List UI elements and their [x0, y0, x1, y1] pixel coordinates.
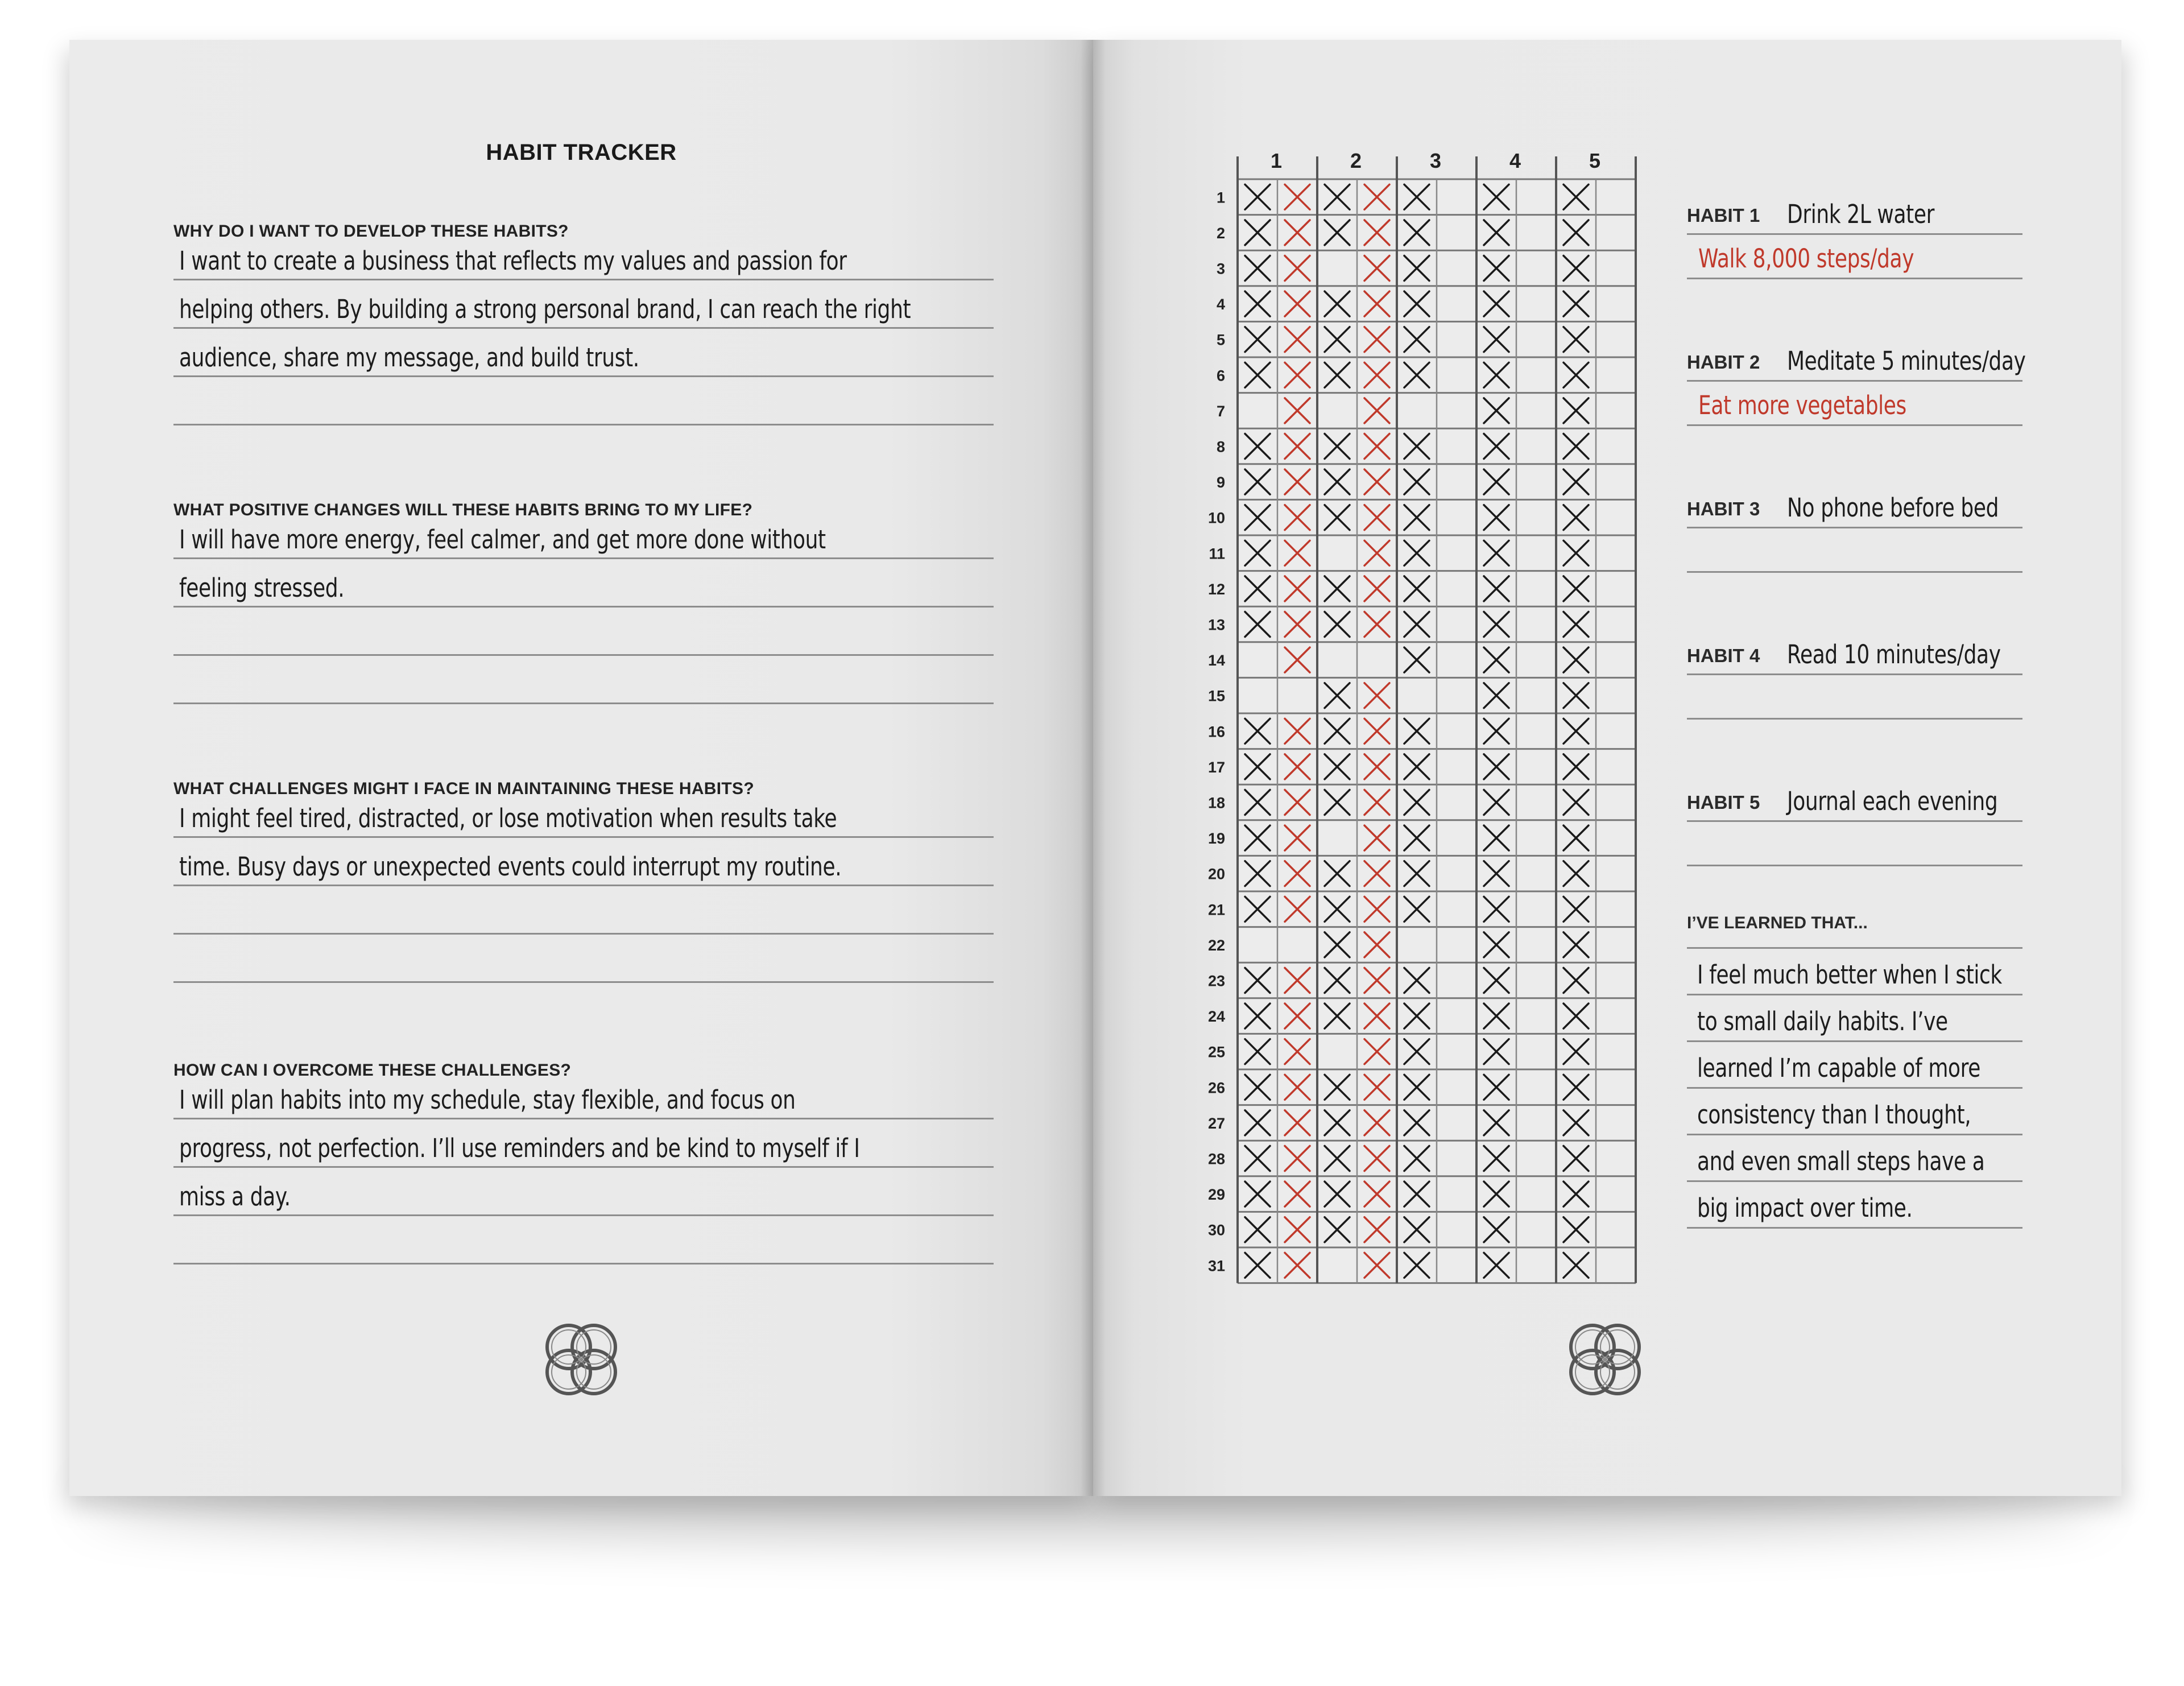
- day-row-label: 6: [1216, 367, 1225, 385]
- four-rings-logo-icon: [536, 1314, 627, 1405]
- learned-text-line: consistency than I thought,: [1697, 1100, 1971, 1130]
- day-row-label: 26: [1207, 1079, 1225, 1097]
- learned-writing-line: [1687, 1134, 2022, 1135]
- day-row-label: 8: [1216, 438, 1225, 456]
- habit-label: HABIT 1: [1687, 205, 1760, 226]
- question-heading: WHY DO I WANT TO DEVELOP THESE HABITS?: [173, 222, 569, 241]
- writing-line: [173, 1166, 994, 1168]
- day-row-label: 7: [1216, 402, 1225, 420]
- question-heading: HOW CAN I OVERCOME THESE CHALLENGES?: [173, 1061, 572, 1080]
- learned-writing-line: [1687, 1180, 2022, 1182]
- habit-writing-line: [1687, 278, 2022, 279]
- writing-line: [173, 606, 994, 608]
- day-row-label: 3: [1216, 260, 1225, 278]
- book-spine: [1081, 40, 1106, 1496]
- handwritten-answer-line: I will plan habits into my schedule, stay flexible, and focus on: [179, 1085, 796, 1115]
- day-row-label: 30: [1207, 1221, 1225, 1239]
- handwritten-answer-line: miss a day.: [179, 1181, 291, 1212]
- habit-label: HABIT 5: [1687, 792, 1760, 813]
- habit-column-header: 3: [1429, 149, 1442, 172]
- habit-column-header: 1: [1270, 149, 1283, 172]
- learned-writing-line: [1687, 1087, 2022, 1089]
- learned-writing-line: [1687, 947, 2022, 949]
- day-row-label: 20: [1207, 865, 1225, 883]
- day-row-label: 24: [1207, 1008, 1225, 1026]
- habit-writing-line: [1687, 718, 2022, 720]
- habit-column-header: 2: [1350, 149, 1362, 172]
- habit-writing-line: [1687, 233, 2022, 235]
- habit-writing-line: [1687, 527, 2022, 528]
- writing-line: [173, 327, 994, 329]
- four-rings-logo-icon: [1560, 1314, 1651, 1405]
- day-row-label: 16: [1207, 723, 1225, 741]
- habit-name: Drink 2L water: [1787, 199, 1935, 229]
- writing-line: [173, 933, 994, 935]
- habit-writing-line: [1687, 380, 2022, 382]
- day-row-label: 13: [1207, 616, 1225, 634]
- day-row-label: 18: [1207, 794, 1225, 812]
- habit-label: HABIT 2: [1687, 352, 1760, 373]
- handwritten-answer-line: I will have more energy, feel calmer, and get more done without: [179, 524, 826, 555]
- day-row-label: 29: [1207, 1186, 1225, 1204]
- day-row-label: 9: [1216, 474, 1225, 491]
- day-row-label: 23: [1207, 972, 1225, 990]
- habit-writing-line: [1687, 673, 2022, 675]
- learned-text-line: I feel much better when I stick: [1697, 960, 2002, 990]
- learned-text-line: big impact over time.: [1697, 1193, 1913, 1223]
- day-row-label: 15: [1207, 687, 1225, 705]
- day-row-label: 17: [1207, 758, 1225, 776]
- learned-writing-line: [1687, 1040, 2022, 1042]
- habit-name-alternate: Walk 8,000 steps/day: [1698, 243, 1914, 274]
- writing-line: [173, 702, 994, 704]
- handwritten-answer-line: helping others. By building a strong personal brand, I can reach the right: [179, 294, 911, 324]
- writing-line: [173, 557, 994, 559]
- habit-label: HABIT 4: [1687, 645, 1760, 666]
- habit-tracker-grid: [1093, 40, 2121, 1496]
- handwritten-answer-line: audience, share my message, and build trust.: [179, 342, 639, 373]
- day-row-label: 12: [1207, 580, 1225, 598]
- day-row-label: 25: [1207, 1043, 1225, 1061]
- handwritten-answer-line: feeling stressed.: [179, 573, 345, 603]
- day-row-label: 2: [1216, 224, 1225, 242]
- day-row-label: 27: [1207, 1114, 1225, 1132]
- habit-label: HABIT 3: [1687, 498, 1760, 519]
- learned-writing-line: [1687, 994, 2022, 995]
- writing-line: [173, 1263, 994, 1264]
- day-row-label: 14: [1207, 652, 1225, 670]
- writing-line: [173, 836, 994, 838]
- handwritten-answer-line: time. Busy days or unexpected events could interrupt my routine.: [179, 852, 842, 882]
- day-row-label: 19: [1207, 830, 1225, 848]
- habit-writing-line: [1687, 820, 2022, 822]
- writing-line: [173, 1118, 994, 1119]
- habit-name: Meditate 5 minutes/day: [1787, 346, 2026, 376]
- writing-line: [173, 279, 994, 280]
- handwritten-answer-line: I might feel tired, distracted, or lose motivation when results take: [179, 803, 837, 833]
- day-row-label: 5: [1216, 331, 1225, 349]
- writing-line: [173, 981, 994, 983]
- day-row-label: 1: [1216, 189, 1225, 206]
- right-page: [1093, 40, 2121, 1496]
- habit-name: Journal each evening: [1787, 786, 1998, 816]
- handwritten-answer-line: progress, not perfection. I’ll use reminders and be kind to myself if I: [179, 1133, 860, 1163]
- writing-line: [173, 654, 994, 656]
- question-heading: WHAT CHALLENGES MIGHT I FACE IN MAINTAINING THESE HABITS?: [173, 779, 754, 798]
- day-row-label: 22: [1207, 936, 1225, 954]
- writing-line: [173, 375, 994, 377]
- learned-text-line: and even small steps have a: [1697, 1146, 1985, 1176]
- day-row-label: 28: [1207, 1150, 1225, 1168]
- habit-name: No phone before bed: [1787, 493, 1999, 523]
- habit-writing-line: [1687, 424, 2022, 426]
- learned-text-line: learned I’m capable of more: [1697, 1053, 1981, 1083]
- page-title: HABIT TRACKER: [486, 140, 677, 165]
- habit-name: Read 10 minutes/day: [1787, 639, 2001, 670]
- habit-column-header: 5: [1589, 149, 1601, 172]
- learned-heading: I’VE LEARNED THAT...: [1687, 914, 1868, 932]
- habit-name-alternate: Eat more vegetables: [1698, 390, 1906, 420]
- left-page: [69, 40, 1093, 1496]
- habit-column-header: 4: [1509, 149, 1521, 172]
- habit-writing-line: [1687, 865, 2022, 866]
- day-row-label: 21: [1207, 901, 1225, 919]
- learned-writing-line: [1687, 1227, 2022, 1229]
- day-row-label: 31: [1207, 1257, 1225, 1275]
- habit-writing-line: [1687, 571, 2022, 573]
- day-row-label: 4: [1216, 296, 1225, 313]
- writing-line: [173, 885, 994, 886]
- day-row-label: 10: [1207, 509, 1225, 527]
- writing-line: [173, 424, 994, 425]
- writing-line: [173, 1214, 994, 1216]
- handwritten-answer-line: I want to create a business that reflects my values and passion for: [179, 246, 847, 276]
- question-heading: WHAT POSITIVE CHANGES WILL THESE HABITS BRING TO MY LIFE?: [173, 501, 753, 519]
- day-row-label: 11: [1209, 545, 1225, 563]
- learned-text-line: to small daily habits. I’ve: [1697, 1006, 1948, 1036]
